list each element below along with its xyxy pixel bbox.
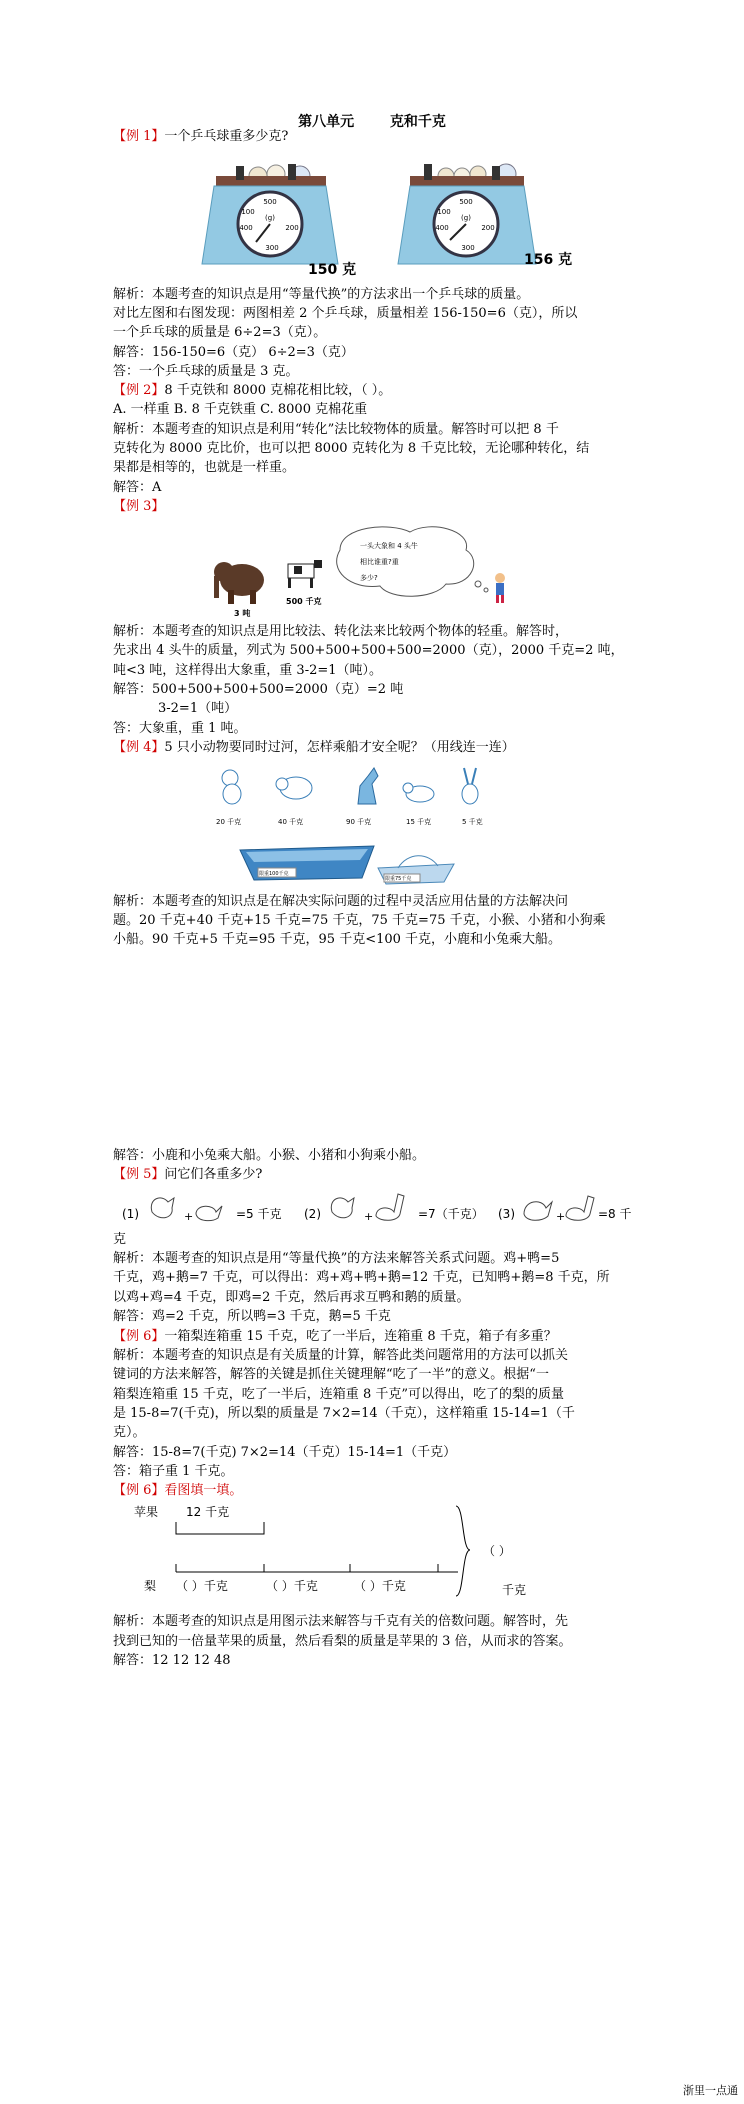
svg-text:(3): (3)	[498, 1207, 515, 1221]
ex3-tag: 【例 3】	[113, 499, 165, 514]
ex3-illustration	[210, 520, 520, 620]
scale-image-right	[396, 154, 573, 278]
elephant-icon	[214, 562, 264, 604]
ex7-question: 【例 6】看图填一填。	[113, 1483, 243, 1498]
ping-pong-balls	[410, 164, 524, 186]
big-boat-limit: 限重100千克	[259, 871, 289, 877]
scale-image-left	[196, 154, 366, 278]
svg-text:(g): (g)	[461, 214, 471, 222]
svg-text:200: 200	[481, 224, 495, 232]
svg-text:300: 300	[461, 244, 475, 252]
svg-text:100: 100	[241, 208, 255, 216]
pear-segment: （ ）千克	[354, 1579, 406, 1593]
pear-segment: （ ）千克	[266, 1579, 318, 1593]
svg-text:400: 400	[239, 224, 253, 232]
ex2-question: 【例 2】8 千克铁和 8000 克棉花相比较，（ ）。	[113, 383, 392, 398]
topic-title: 克和千克	[389, 114, 446, 130]
svg-text:相比谁重?重: 相比谁重?重	[360, 558, 399, 566]
dog-icon	[403, 783, 434, 802]
scale1-reading: 150 克	[308, 262, 357, 278]
animal-weight: 15 千克	[406, 818, 432, 826]
ex7-diagram	[128, 1500, 568, 1600]
goose-icon	[376, 1194, 404, 1220]
ex5-eq-cont: 克	[113, 1232, 127, 1247]
deer-icon	[358, 768, 378, 804]
scale2-reading: 156 克	[524, 252, 573, 268]
svg-text:=5 千克: =5 千克	[236, 1207, 282, 1221]
pear-segment: （ ）千克	[176, 1579, 228, 1593]
goose-icon	[566, 1196, 594, 1220]
svg-text:=8 千: =8 千	[598, 1207, 632, 1221]
ex4-question: 【例 4】5 只小动物要同时过河，怎样乘船才安全呢？（用线连一连）	[113, 740, 515, 755]
svg-text:(g): (g)	[265, 214, 275, 222]
svg-text:+: +	[556, 1210, 566, 1223]
svg-text:100: 100	[437, 208, 451, 216]
small-boat-limit: 限重75千克	[385, 876, 412, 882]
svg-text:(1): (1)	[122, 1207, 139, 1221]
rabbit-icon	[462, 768, 478, 804]
animal-weight: 40 千克	[278, 818, 304, 826]
footer-brand: 浙里一点通	[683, 2084, 738, 2097]
svg-text:400: 400	[435, 224, 449, 232]
ex5-equations	[118, 1188, 638, 1228]
animal-weight: 20 千克	[216, 818, 242, 826]
animal-weight: 5 千克	[462, 818, 483, 826]
svg-text:一头大象和 4 头牛: 一头大象和 4 头牛	[360, 542, 418, 550]
svg-text:300: 300	[265, 244, 279, 252]
apple-value: 12 千克	[186, 1505, 230, 1519]
svg-text:多少?: 多少?	[360, 574, 378, 582]
ex2-options: A. 一样重 B. 8 千克铁重 C. 8000 克棉花重	[113, 402, 368, 417]
ex4-boats	[238, 838, 458, 888]
page-title	[0, 111, 744, 131]
svg-text:+: +	[184, 1210, 194, 1223]
duck-icon	[524, 1202, 552, 1221]
ex5-question: 【例 5】问它们各重多少?	[113, 1167, 263, 1182]
unit-title: 第八单元	[298, 114, 355, 130]
elephant-label: 3 吨	[234, 609, 251, 618]
apple-label: 苹果	[134, 1505, 159, 1519]
svg-text:(2): (2)	[304, 1207, 321, 1221]
total-unit: 千克	[502, 1583, 527, 1597]
svg-text:500: 500	[459, 198, 473, 206]
chicken-icon	[331, 1198, 354, 1218]
cow-label: 500 千克	[286, 597, 322, 606]
svg-text:=7（千克）: =7（千克）	[418, 1207, 484, 1221]
ex6-question: 【例 6】一箱梨连箱重 15 千克，吃了一半后，连箱重 8 千克，箱子有多重？	[113, 1329, 557, 1344]
cow-icon	[288, 560, 322, 588]
animal-weight: 90 千克	[346, 818, 372, 826]
svg-text:500: 500	[263, 198, 277, 206]
duck-icon	[196, 1206, 222, 1221]
ex4-answer: 解答：小鹿和小兔乘大船。小猴、小猪和小狗乘小船。	[113, 1148, 426, 1163]
svg-text:200: 200	[285, 224, 299, 232]
total-blank: （ ）	[483, 1544, 511, 1558]
ex1-question: 【例 1】一个乒乓球重多少克?	[113, 129, 289, 144]
pear-label: 梨	[144, 1579, 157, 1593]
svg-text:+: +	[364, 1210, 374, 1223]
chicken-icon	[151, 1198, 174, 1218]
pig-icon	[276, 777, 312, 799]
monkey-icon	[222, 770, 241, 804]
boy-icon	[495, 573, 505, 603]
ping-pong-balls	[216, 164, 326, 186]
